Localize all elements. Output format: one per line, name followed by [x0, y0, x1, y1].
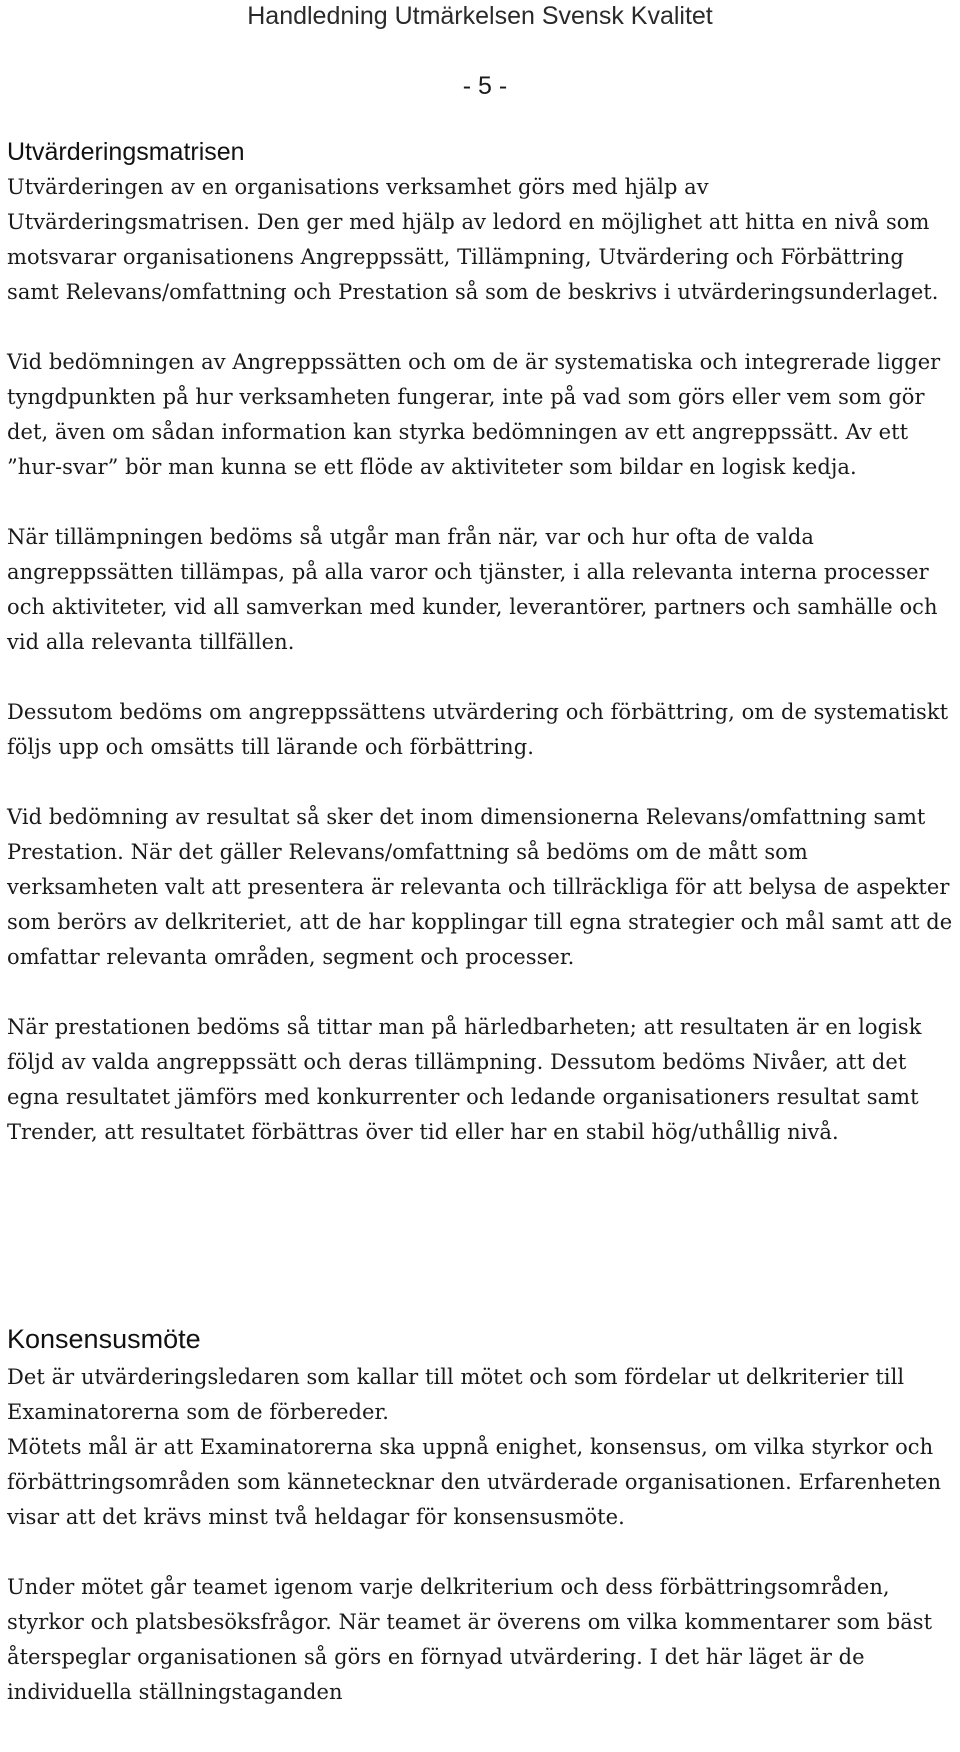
- body-paragraph: Vid bedömningen av Angreppssätten och om de är systematiska och integrerade ligger tyngdpunkten på hur verksamheten fungerar, inte på vad som görs eller vem som gör det, även om sådan information kan styrka bedömningen av ett angreppssätt. Av ett ”hur-svar” bör man kunna se ett flöde av aktiviteter som bildar en logisk kedja.: [7, 350, 941, 479]
- page-number: - 5 -: [462, 72, 508, 100]
- section-heading-evaluation-matrix: Utvärderingsmatrisen: [7, 138, 245, 166]
- section-evaluation-matrix: [7, 135, 955, 1150]
- section-heading-consensus-meeting: Konsensusmöte: [7, 1324, 201, 1354]
- body-paragraph: Det är utvärderingsledaren som kallar till mötet och som fördelar ut delkriterier till Examinatorerna som de förbereder.: [7, 1365, 905, 1424]
- section-consensus-meeting: [7, 1320, 955, 1710]
- body-paragraph: Mötets mål är att Examinatorerna ska uppnå enighet, konsensus, om vilka styrkor och förbättringsområden som kännetecknar den utvärderade organisationen. Erfarenheten visar att det krävs minst två heldagar för konsensusmöte.: [7, 1435, 942, 1529]
- body-paragraph: Dessutom bedöms om angreppssättens utvärdering och förbättring, om de systematiskt följs upp och omsätts till lärande och förbättring.: [7, 700, 949, 759]
- running-header-title: Handledning Utmärkelsen Svensk Kvalitet: [247, 2, 713, 30]
- body-paragraph: Vid bedömning av resultat så sker det inom dimensionerna Relevans/omfattning samt Prestation. När det gäller Relevans/omfattning så bedöms om de mått som verksamheten valt att presentera är relevanta och tillräckliga för att belysa de aspekter som berörs av delkriteriet, att de har kopplingar till egna strategier och mål samt att de omfattar relevanta områden, segment och processer.: [7, 805, 953, 969]
- body-paragraph: Under mötet går teamet igenom varje delkriterium och dess förbättringsområden, styrkor och platsbesöksfrågor. När teamet är överens om vilka kommentarer som bäst återspeglar organisationen så görs en förnyad utvärdering. I det här läget är de individuella ställningstaganden: [7, 1575, 933, 1704]
- body-paragraph: När prestationen bedöms så tittar man på härledbarheten; att resultaten är en logisk följd av valda angreppssätt och deras tillämpning. Dessutom bedöms Nivåer, att det egna resultatet jämförs med konkurrenter och ledande organisationers resultat samt Trender, att resultatet förbättras över tid eller har en stabil hög/uthållig nivå.: [7, 1015, 922, 1144]
- body-paragraph: Utvärderingen av en organisations verksamhet görs med hjälp av Utvärderingsmatrisen. Den ger med hjälp av ledord en möjlighet att hitta en nivå som motsvarar organisationens Angreppssätt, Tillämpning, Utvärdering och Förbättring samt Relevans/omfattning och Prestation så som de beskrivs i utvärderingsunderlaget.: [7, 175, 939, 304]
- body-paragraph: När tillämpningen bedöms så utgår man från när, var och hur ofta de valda angreppssätten tillämpas, på alla varor och tjänster, i alla relevanta interna processer och aktiviteter, vid all samverkan med kunder, leverantörer, partners och samhälle och vid alla relevanta tillfällen.: [7, 525, 938, 654]
